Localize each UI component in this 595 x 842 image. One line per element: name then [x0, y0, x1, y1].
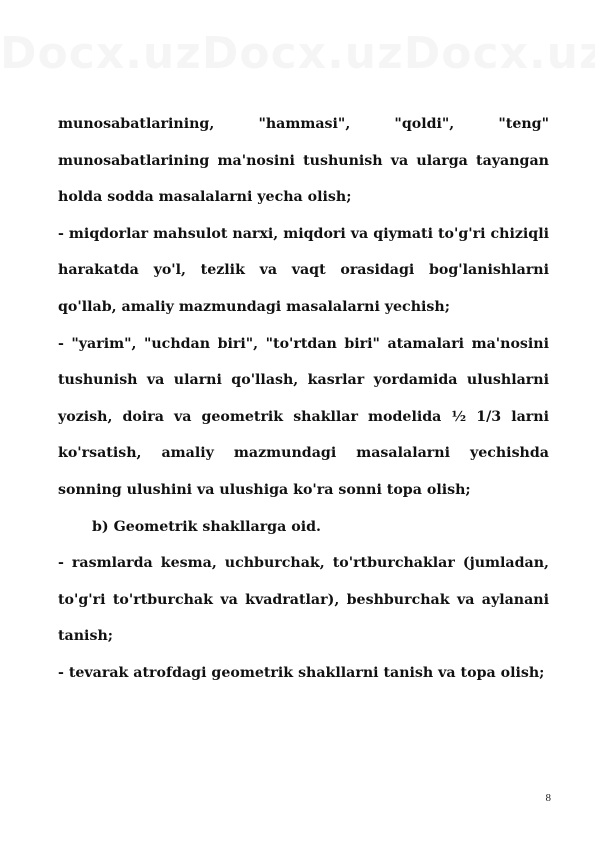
- document-body: [58, 106, 549, 692]
- section-heading: b) Geometrik shakllarga oid.: [92, 518, 321, 535]
- paragraph: - tevarak atrofdagi geometrik shakllarni tanish va topa olish;: [58, 664, 545, 681]
- paragraph: - "yarim", "uchdan biri", "to'rtdan biri" atamalari ma'nosini tushunish va ularni qo'llash, kasrlar yordamida ulushlarni yozish, doira va geometrik shakllar modelida ½ 1/3 larni ko'rsatish, amaliy mazmundagi masalalarni yechishda sonning ulushini va ulushiga ko'ra sonni topa olish;: [58, 335, 549, 498]
- watermark-text: [0, 28, 202, 79]
- watermark-text: [404, 28, 595, 79]
- watermark: [0, 28, 595, 79]
- watermark-text: [202, 28, 404, 79]
- paragraph: - rasmlarda kesma, uchburchak, to'rtburchaklar (jumladan, to'g'ri to'rtburchak va kvadratlar), beshburchak va aylanani tanish;: [58, 555, 549, 645]
- paragraph: - miqdorlar mahsulot narxi, miqdori va qiymati to'g'ri chiziqli harakatda yo'l, tezlik va vaqt orasidagi bog'lanishlarni qo'llab, amaliy mazmundagi masalalarni yechish;: [58, 225, 549, 315]
- page-number: 8: [545, 792, 551, 804]
- paragraph: munosabatlarining, "hammasi", "qoldi", "teng" munosabatlarining ma'nosini tushunish va ularga tayangan holda sodda masalalarni yecha olish;: [58, 116, 549, 206]
